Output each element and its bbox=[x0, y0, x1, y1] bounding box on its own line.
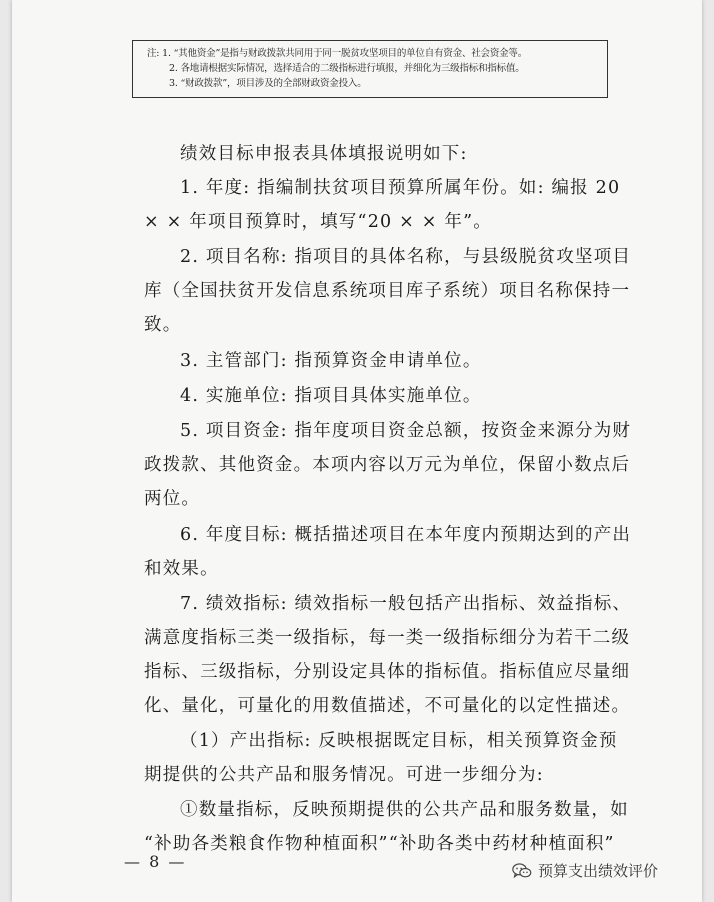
page-number: — 8 — bbox=[124, 852, 187, 871]
body-line: 4. 实施单位: 指项目具体实施单位。 bbox=[180, 386, 482, 406]
body-line: 5. 项目资金: 指年度项目资金总额，按资金来源分为财 bbox=[180, 421, 632, 441]
body-line: 库（全国扶贫开发信息系统项目库子系统）项目名称保持一 bbox=[144, 281, 631, 301]
document-page bbox=[12, 0, 702, 902]
watermark bbox=[512, 860, 658, 881]
wechat-icon bbox=[512, 862, 532, 880]
note-line-3: 3. “财政拨款”，项目涉及的全部财政资金投入。 bbox=[169, 78, 367, 89]
body-line: 政拨款、其他资金。本项内容以万元为单位，保留小数点后 bbox=[144, 455, 631, 475]
body-line: 3. 主管部门: 指预算资金申请单位。 bbox=[180, 351, 482, 371]
body-line: 7. 绩效指标: 绩效指标一般包括产出指标、效益指标、 bbox=[180, 594, 632, 614]
body-line: 6. 年度目标: 概括描述项目在本年度内预期达到的产出 bbox=[180, 525, 632, 545]
body-line: 致。 bbox=[144, 315, 182, 335]
notes-box bbox=[132, 40, 608, 98]
body-line: × × 年项目预算时，填写“20 × × 年”。 bbox=[144, 212, 492, 232]
body-line: 期提供的公共产品和服务情况。可进一步细分为: bbox=[144, 765, 544, 785]
body-line: 化、量化，可量化的用数值描述，不可量化的以定性描述。 bbox=[144, 696, 631, 716]
body-line: 指标、三级指标，分别设定具体的指标值。指标值应尽量细 bbox=[144, 662, 631, 682]
body-line: ①数量指标，反映预期提供的公共产品和服务数量，如 bbox=[180, 800, 629, 820]
body-line: 2. 项目名称: 指项目的具体名称，与县级脱贫攻坚项目 bbox=[180, 247, 632, 267]
body-line: 两位。 bbox=[144, 489, 201, 509]
body-line: （1）产出指标: 反映根据既定目标，相关预算资金预 bbox=[180, 731, 618, 751]
body-line: 满意度指标三类一级指标，每一类一级指标细分为若干二级 bbox=[144, 628, 631, 648]
body-line: 绩效目标申报表具体填报说明如下: bbox=[180, 144, 468, 164]
body-line: 和效果。 bbox=[144, 559, 219, 579]
note-line-2: 2. 各地请根据实际情况，选择适合的二级指标进行填报，并细化为三级指标和指标值。 bbox=[169, 63, 525, 74]
body-line: 1. 年度: 指编制扶贫项目预算所属年份。如: 编报 20 bbox=[180, 178, 621, 198]
note-line-1: 注: 1. “其他资金”是指与财政拨款共同用于同一脱贫攻坚项目的单位自有资金、社会资金等。 bbox=[147, 48, 528, 59]
body-line: “补助各类粮食作物种植面积”“补助各类中药材种植面积” bbox=[144, 834, 615, 854]
watermark-text: 预算支出绩效评价 bbox=[538, 862, 659, 880]
